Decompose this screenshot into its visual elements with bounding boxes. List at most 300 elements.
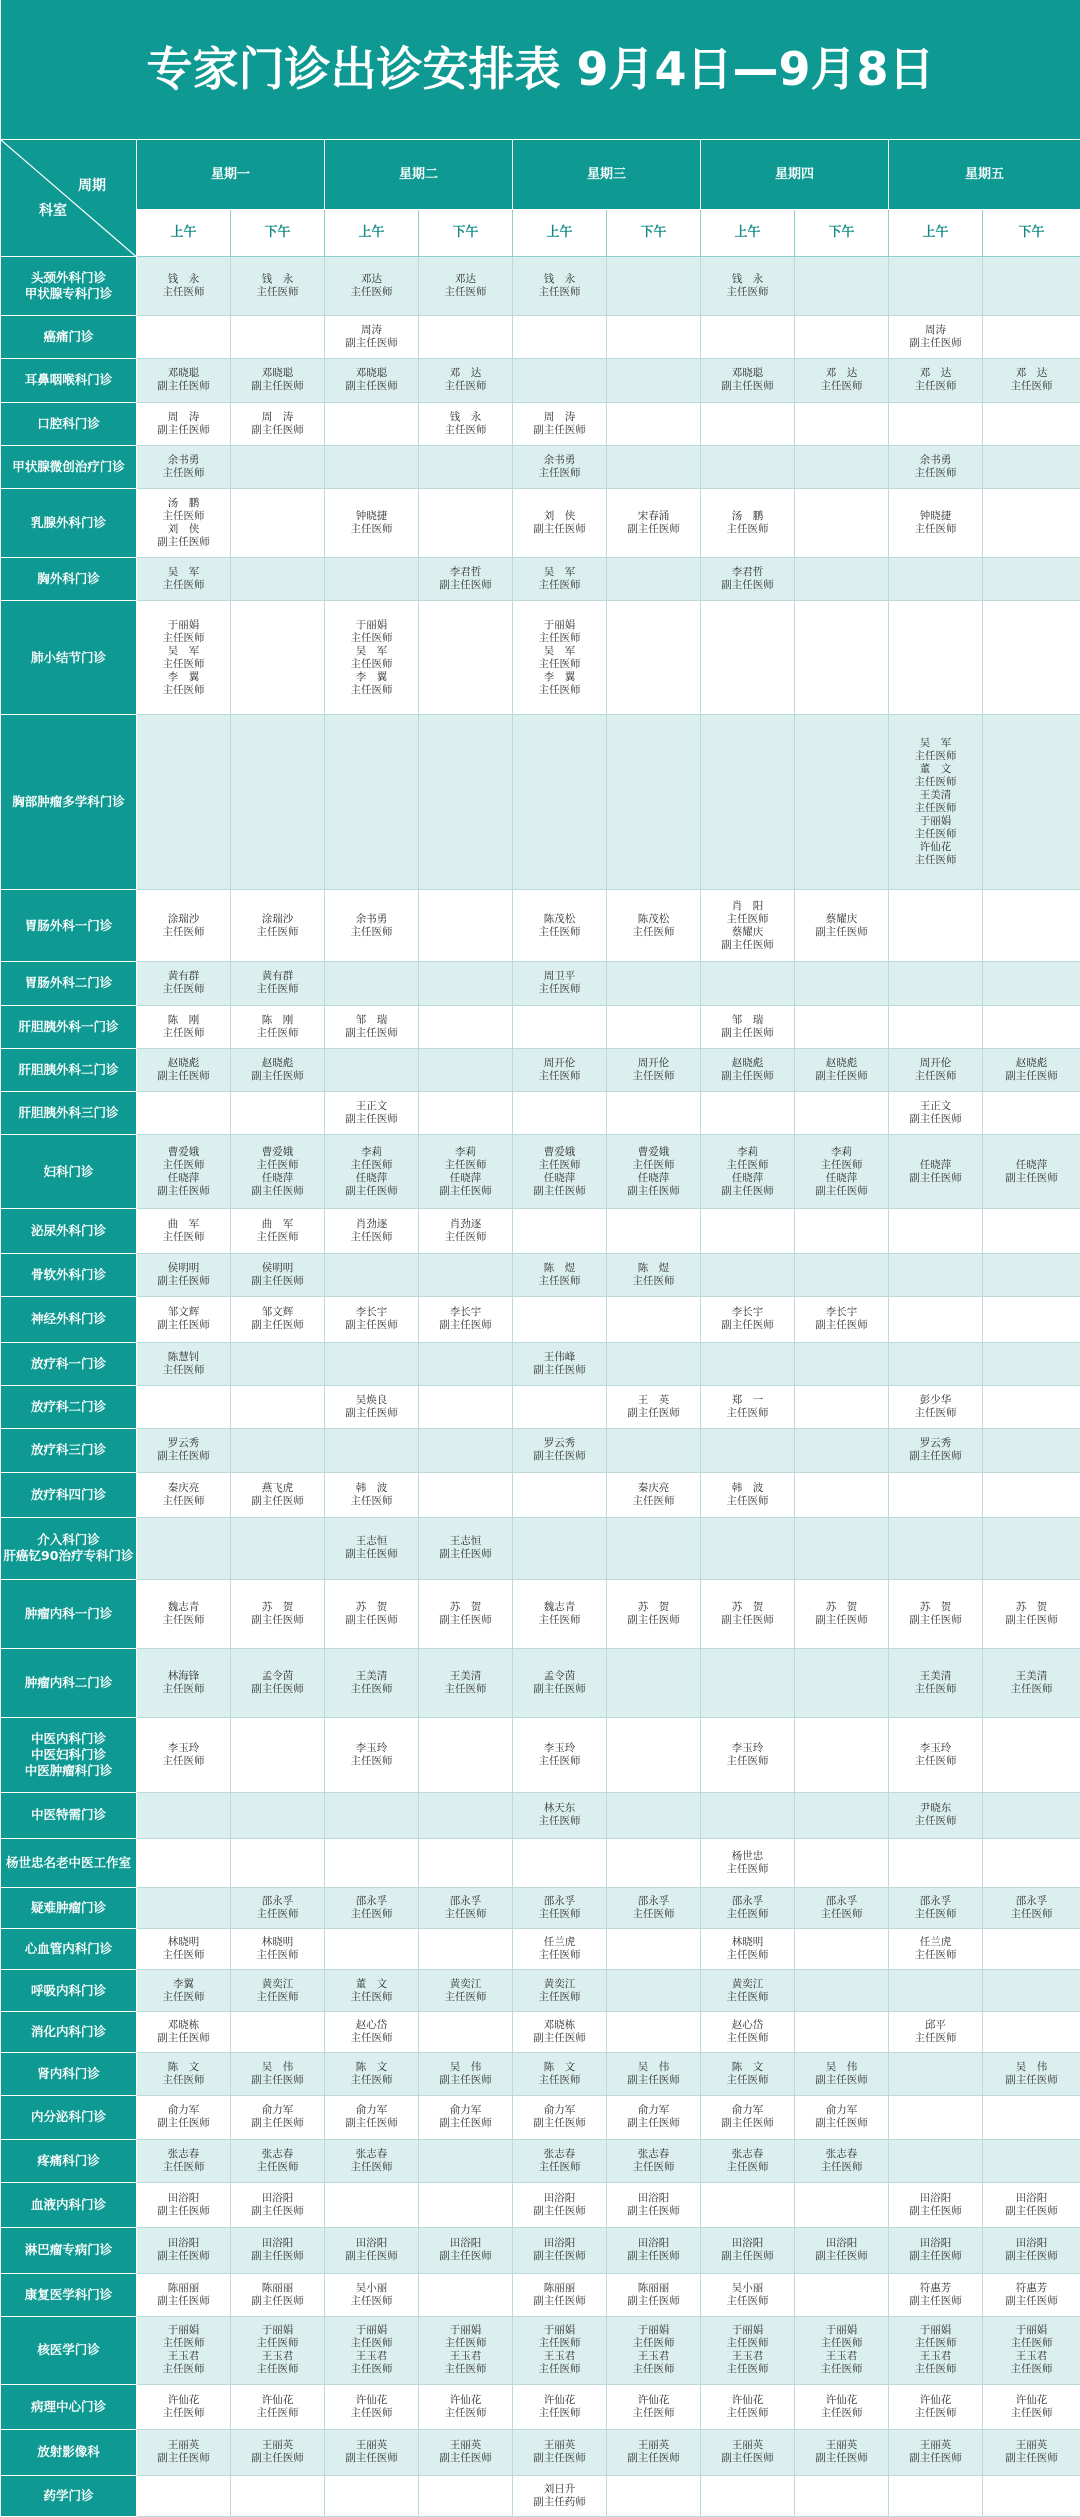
doctor-name: 邓达	[361, 273, 382, 286]
doctor-entry	[231, 2192, 324, 2218]
doctor-name: 罗云秀	[167, 1437, 200, 1450]
table-row	[1, 2273, 1080, 2316]
schedule-cell	[607, 2139, 701, 2182]
doctor-entry	[137, 2282, 230, 2308]
doctor-entry	[419, 1535, 512, 1561]
doctor-title: 主任医师	[726, 1158, 769, 1171]
doctor-title: 主任医师	[914, 776, 957, 788]
doctor-title: 主任医师	[444, 423, 487, 436]
doctor-name: 邹 瑞	[731, 1013, 764, 1026]
schedule-cell	[795, 257, 889, 316]
doctor-name: 邓晓栋	[543, 2018, 576, 2031]
schedule-cell	[419, 1048, 513, 1091]
schedule-cell	[701, 1517, 795, 1579]
doctor-title: 副主任医师	[251, 2294, 304, 2307]
doctor-title: 副主任医师	[815, 1184, 868, 1197]
doctor-title: 主任医师	[914, 523, 957, 536]
doctor-title: 主任医师	[914, 1908, 957, 1921]
schedule-cell	[419, 315, 513, 358]
schedule-cell	[983, 1517, 1080, 1579]
doctor-name: 赵晓彪	[261, 1057, 294, 1070]
schedule-cell	[795, 714, 889, 889]
doctor-entry	[325, 273, 418, 299]
doctor-name: 李玉玲	[919, 1742, 952, 1755]
doctor-entry	[983, 2350, 1080, 2376]
doctor-name: 李 翼	[355, 670, 388, 683]
doctor-name: 赵晓彪	[1015, 1057, 1048, 1070]
schedule-cell	[795, 2182, 889, 2227]
doctor-entry	[607, 2282, 700, 2308]
doctor-name: 宋春涌	[637, 510, 670, 523]
doctor-entry	[325, 2439, 418, 2465]
doctor-name: 田浴阳	[637, 2191, 670, 2204]
schedule-cell	[419, 2139, 513, 2182]
doctor-entry	[983, 2324, 1080, 2350]
doctor-name: 陈丽丽	[167, 2281, 200, 2294]
doctor-name: 王 英	[637, 1394, 670, 1407]
doctor-title: 副主任医师	[345, 2250, 398, 2263]
schedule-cell	[325, 359, 419, 402]
schedule-cell	[607, 1254, 701, 1297]
doctor-title: 主任医师	[350, 2407, 393, 2420]
doctor-title: 主任医师	[162, 2407, 205, 2420]
doctor-entry	[607, 1394, 700, 1420]
schedule-cell	[795, 1648, 889, 1717]
dept-name: 呼吸内科门诊	[1, 1970, 137, 2011]
doctor-entry	[137, 1172, 230, 1198]
schedule-cell	[137, 714, 231, 889]
doctor-entry	[325, 324, 418, 350]
doctor-name: 俞力军	[637, 2104, 670, 2117]
doctor-entry	[137, 497, 230, 523]
schedule-cell	[607, 257, 701, 316]
doctor-name: 尹晓东	[919, 1802, 952, 1815]
doctor-title: 主任医师	[632, 1494, 675, 1507]
schedule-cell	[231, 1970, 325, 2011]
schedule-cell	[231, 1838, 325, 1887]
schedule-cell	[137, 359, 231, 402]
doctor-entry	[513, 1146, 606, 1172]
am-header: 上午	[701, 209, 795, 256]
dept-name: 骨软外科门诊	[1, 1254, 137, 1297]
doctor-entry	[607, 2061, 700, 2087]
doctor-entry	[607, 2439, 700, 2465]
schedule-cell	[513, 1208, 607, 1253]
schedule-cell	[137, 489, 231, 558]
table-row	[1, 359, 1080, 402]
doctor-title: 主任医师	[350, 2160, 393, 2173]
doctor-title: 副主任医师	[721, 2117, 774, 2130]
doctor-name: 董 文	[919, 763, 952, 775]
doctor-name: 张志春	[731, 2147, 764, 2160]
doctor-name: 邓晓栋	[167, 2018, 200, 2031]
schedule-cell	[137, 1254, 231, 1297]
doctor-name: 王伟峰	[543, 1350, 576, 1363]
schedule-cell	[701, 1472, 795, 1517]
doctor-entry	[325, 1394, 418, 1420]
doctor-title: 副主任医师	[909, 1171, 962, 1184]
doctor-entry	[513, 566, 606, 592]
schedule-cell	[983, 402, 1080, 445]
dept-name: 肝胆胰外科二门诊	[1, 1048, 137, 1091]
schedule-cell	[889, 1929, 983, 1970]
doctor-title: 主任医师	[350, 683, 393, 696]
doctor-name: 邹文辉	[167, 1306, 200, 1319]
doctor-name: 邵永孚	[1015, 1895, 1048, 1908]
doctor-entry	[325, 1601, 418, 1627]
doctor-entry	[983, 2282, 1080, 2308]
schedule-cell	[983, 2139, 1080, 2182]
doctor-title: 主任医师	[162, 1682, 205, 1695]
doctor-title: 主任医师	[632, 1158, 675, 1171]
schedule-cell	[513, 1297, 607, 1342]
doctor-title: 副主任医师	[157, 536, 210, 549]
doctor-name: 符惠芳	[919, 2281, 952, 2294]
schedule-cell	[137, 2182, 231, 2227]
doctor-entry	[325, 1535, 418, 1561]
doctor-name: 涂瑞沙	[167, 912, 200, 925]
schedule-cell	[795, 2475, 889, 2516]
doctor-entry	[889, 1742, 982, 1768]
doctor-entry	[607, 1601, 700, 1627]
doctor-name: 任晓萍	[919, 1158, 952, 1171]
schedule-cell	[795, 1135, 889, 1208]
schedule-cell	[983, 2052, 1080, 2095]
doctor-name: 田浴阳	[825, 2237, 858, 2250]
doctor-entry	[231, 2237, 324, 2263]
doctor-title: 副主任医师	[251, 2452, 304, 2465]
doctor-entry	[607, 1262, 700, 1288]
schedule-cell	[795, 2384, 889, 2429]
schedule-cell	[701, 489, 795, 558]
doctor-title: 主任医师	[162, 1613, 205, 1626]
schedule-cell	[325, 445, 419, 488]
schedule-cell	[231, 1793, 325, 1838]
schedule-cell	[983, 1297, 1080, 1342]
doctor-title: 主任医师	[914, 1070, 957, 1083]
doctor-name: 钱 永	[543, 273, 576, 286]
doctor-title: 主任医师	[914, 750, 957, 762]
dept-name: 肝胆胰外科三门诊	[1, 1092, 137, 1135]
doctor-title: 主任医师	[726, 2337, 769, 2350]
doctor-name: 韩 波	[731, 1481, 764, 1494]
doctor-title: 副主任医师	[157, 2250, 210, 2263]
doctor-entry	[889, 324, 982, 350]
doctor-entry	[325, 2237, 418, 2263]
doctor-title: 主任医师	[350, 1908, 393, 1921]
doctor-entry	[983, 1895, 1080, 1921]
schedule-cell	[701, 2475, 795, 2516]
doctor-title: 副主任医师	[345, 1026, 398, 1039]
schedule-cell	[231, 2096, 325, 2139]
doctor-title: 主任医师	[914, 1815, 957, 1828]
table-row	[1, 1793, 1080, 1838]
doctor-entry	[137, 1306, 230, 1332]
schedule-cell	[513, 2052, 607, 2095]
schedule-cell	[795, 890, 889, 962]
doctor-entry	[137, 1936, 230, 1962]
schedule-cell	[513, 2182, 607, 2227]
doctor-title: 主任医师	[162, 466, 205, 479]
doctor-entry	[701, 2282, 794, 2308]
doctor-name: 王志恒	[449, 1535, 482, 1548]
doctor-name: 王丽英	[919, 2439, 952, 2452]
dept-name: 中医内科门诊 中医妇科门诊 中医肿瘤科门诊	[1, 1717, 137, 1792]
schedule-cell	[983, 257, 1080, 316]
table-row	[1, 2096, 1080, 2139]
doctor-entry	[325, 1172, 418, 1198]
schedule-cell	[983, 1717, 1080, 1792]
doctor-entry	[137, 1670, 230, 1696]
schedule-cell	[231, 1092, 325, 1135]
doctor-title: 副主任医师	[627, 523, 680, 536]
doctor-entry	[137, 2324, 230, 2350]
doctor-entry	[795, 2394, 888, 2420]
doctor-title: 副主任医师	[157, 1184, 210, 1197]
doctor-entry	[137, 411, 230, 437]
schedule-cell	[607, 1648, 701, 1717]
doctor-title: 副主任医师	[533, 423, 586, 436]
doctor-title: 主任医师	[726, 286, 769, 299]
doctor-entry	[889, 2192, 982, 2218]
doctor-entry	[513, 2237, 606, 2263]
doctor-name: 邵永孚	[543, 1895, 576, 1908]
doctor-name: 田浴阳	[543, 2237, 576, 2250]
schedule-cell	[513, 257, 607, 316]
schedule-cell	[513, 2384, 607, 2429]
schedule-cell	[701, 315, 795, 358]
doctor-name: 任晓萍	[1015, 1158, 1048, 1171]
doctor-title: 主任医师	[350, 286, 393, 299]
doctor-name: 邵永孚	[355, 1895, 388, 1908]
doctor-entry	[889, 1601, 982, 1627]
doctor-title: 副主任医师	[721, 1319, 774, 1332]
dept-name: 甲状腺微创治疗门诊	[1, 445, 137, 488]
doctor-title: 主任医师	[162, 2160, 205, 2173]
schedule-cell	[137, 1929, 231, 1970]
schedule-cell	[325, 2139, 419, 2182]
doctor-entry	[513, 2394, 606, 2420]
doctor-title: 副主任医师	[439, 2074, 492, 2087]
schedule-cell	[701, 1717, 795, 1792]
schedule-cell	[513, 1838, 607, 1887]
doctor-name: 侯明明	[167, 1262, 200, 1275]
doctor-entry	[231, 1601, 324, 1627]
doctor-name: 田浴阳	[543, 2191, 576, 2204]
doctor-name: 张志春	[355, 2147, 388, 2160]
schedule-cell	[889, 1648, 983, 1717]
schedule-cell	[607, 489, 701, 558]
doctor-name: 王玉君	[731, 2350, 764, 2363]
doctor-title: 副主任医师	[251, 1682, 304, 1695]
schedule-cell	[231, 601, 325, 714]
doctor-entry	[701, 1978, 794, 2004]
schedule-cell	[513, 1517, 607, 1579]
schedule-cell	[983, 2430, 1080, 2475]
schedule-cell	[889, 890, 983, 962]
doctor-title: 主任医师	[256, 1230, 299, 1243]
doctor-name: 王美清	[355, 1669, 388, 1682]
dept-name: 口腔科门诊	[1, 402, 137, 445]
schedule-cell	[795, 402, 889, 445]
schedule-cell	[701, 257, 795, 316]
doctor-entry	[889, 1057, 982, 1083]
schedule-cell	[231, 402, 325, 445]
doctor-entry	[795, 2350, 888, 2376]
schedule-cell	[983, 1005, 1080, 1048]
doctor-name: 汤 鹏	[731, 510, 764, 523]
dept-name: 耳鼻咽喉科门诊	[1, 359, 137, 402]
diagonal-line	[1, 140, 136, 257]
schedule-cell	[983, 1135, 1080, 1208]
am-header: 上午	[889, 209, 983, 256]
schedule-cell	[137, 1208, 231, 1253]
doctor-entry	[137, 2350, 230, 2376]
doctor-entry	[231, 970, 324, 996]
doctor-entry	[701, 2237, 794, 2263]
table-row	[1, 2052, 1080, 2095]
schedule-cell	[701, 890, 795, 962]
doctor-entry	[983, 1057, 1080, 1083]
schedule-cell	[889, 2096, 983, 2139]
dept-name: 核医学门诊	[1, 2316, 137, 2384]
doctor-name: 李 翼	[543, 670, 576, 683]
doctor-entry	[607, 2237, 700, 2263]
doctor-entry	[607, 2350, 700, 2376]
doctor-name: 邓 达	[825, 367, 858, 380]
schedule-cell	[889, 257, 983, 316]
doctor-name: 任晓萍	[825, 1171, 858, 1184]
doctor-entry	[513, 454, 606, 480]
doctor-entry	[137, 913, 230, 939]
schedule-cell	[513, 962, 607, 1005]
doctor-name: 王玉君	[1015, 2350, 1048, 2363]
doctor-entry	[701, 2324, 794, 2350]
doctor-name: 邵永孚	[637, 1895, 670, 1908]
schedule-cell	[983, 1838, 1080, 1887]
day-header-mon: 星期一	[137, 139, 325, 209]
table-row	[1, 1970, 1080, 2011]
doctor-name: 田浴阳	[167, 2237, 200, 2250]
doctor-title: 主任医师	[632, 2337, 675, 2350]
dept-name: 癌痛门诊	[1, 315, 137, 358]
schedule-cell	[607, 2273, 701, 2316]
schedule-cell	[795, 558, 889, 601]
doctor-entry	[701, 2350, 794, 2376]
doctor-title: 主任医师	[1010, 380, 1053, 393]
doctor-entry	[137, 1742, 230, 1768]
doctor-name: 王美清	[919, 1669, 952, 1682]
doctor-entry	[137, 2061, 230, 2087]
schedule-cell	[325, 1429, 419, 1472]
schedule-cell	[701, 1385, 795, 1428]
doctor-entry	[231, 273, 324, 299]
table-row	[1, 714, 1080, 889]
dept-name: 药学门诊	[1, 2475, 137, 2516]
schedule-cell	[607, 2475, 701, 2516]
schedule-cell	[795, 315, 889, 358]
doctor-title: 副主任医师	[1005, 2204, 1058, 2217]
doctor-name: 钱 永	[731, 273, 764, 286]
doctor-entry	[231, 2061, 324, 2087]
doctor-name: 李玉玲	[355, 1742, 388, 1755]
doctor-name: 许仙花	[449, 2394, 482, 2407]
schedule-cell	[701, 1297, 795, 1342]
schedule-cell	[701, 1208, 795, 1253]
doctor-title: 副主任医师	[627, 1613, 680, 1626]
doctor-title: 主任医师	[162, 683, 205, 696]
doctor-title: 副主任医师	[1005, 2250, 1058, 2263]
doctor-entry	[701, 1850, 794, 1876]
schedule-cell	[983, 1208, 1080, 1253]
doctor-entry	[701, 1601, 794, 1627]
schedule-cell	[889, 1135, 983, 1208]
doctor-name: 李莉	[831, 1145, 852, 1158]
doctor-name: 吴 军	[543, 566, 576, 579]
schedule-cell	[701, 714, 795, 889]
doctor-entry	[983, 1601, 1080, 1627]
doctor-entry	[795, 1601, 888, 1627]
schedule-cell	[983, 2316, 1080, 2384]
doctor-name: 任晓萍	[637, 1171, 670, 1184]
doctor-entry	[983, 2237, 1080, 2263]
doctor-name: 于丽娟	[919, 2324, 952, 2337]
doctor-title: 主任医师	[914, 2363, 957, 2376]
schedule-cell	[419, 601, 513, 714]
doctor-entry	[231, 2394, 324, 2420]
table-row	[1, 1135, 1080, 1208]
doctor-name: 苏 贺	[1015, 1600, 1048, 1613]
doctor-name: 秦庆亮	[637, 1481, 670, 1494]
doctor-name: 吴焕良	[355, 1394, 388, 1407]
doctor-title: 副主任医师	[345, 337, 398, 350]
schedule-cell	[231, 1472, 325, 1517]
schedule-cell	[137, 2011, 231, 2052]
schedule-cell	[419, 1092, 513, 1135]
schedule-cell	[795, 1254, 889, 1297]
doctor-name: 秦庆亮	[167, 1481, 200, 1494]
doctor-entry	[513, 2324, 606, 2350]
doctor-name: 田浴阳	[731, 2237, 764, 2250]
doctor-entry	[231, 2324, 324, 2350]
schedule-cell	[889, 2384, 983, 2429]
doctor-title: 主任医师	[256, 2337, 299, 2350]
doctor-title: 主任医师	[256, 2407, 299, 2420]
doctor-title: 主任医师	[444, 1158, 487, 1171]
doctor-title: 副主任医师	[721, 2452, 774, 2465]
doctor-name: 刘 侠	[543, 510, 576, 523]
schedule-cell	[701, 1970, 795, 2011]
schedule-cell	[701, 601, 795, 714]
doctor-name: 邵永孚	[449, 1895, 482, 1908]
doctor-name: 许仙花	[825, 2394, 858, 2407]
doctor-name: 王丽英	[637, 2439, 670, 2452]
doctor-entry	[701, 926, 794, 952]
doctor-entry	[889, 2324, 982, 2350]
doctor-entry	[231, 367, 324, 393]
schedule-cell	[795, 1092, 889, 1135]
doctor-entry	[701, 367, 794, 393]
schedule-cell	[983, 601, 1080, 714]
doctor-title: 副主任医师	[627, 2074, 680, 2087]
doctor-name: 林天东	[543, 1802, 576, 1815]
doctor-name: 吴 军	[167, 566, 200, 579]
doctor-name: 李莉	[737, 1145, 758, 1158]
doctor-title: 主任医师	[538, 925, 581, 938]
doctor-entry	[231, 1262, 324, 1288]
schedule-cell	[701, 2052, 795, 2095]
doctor-title: 主任医师	[162, 1494, 205, 1507]
